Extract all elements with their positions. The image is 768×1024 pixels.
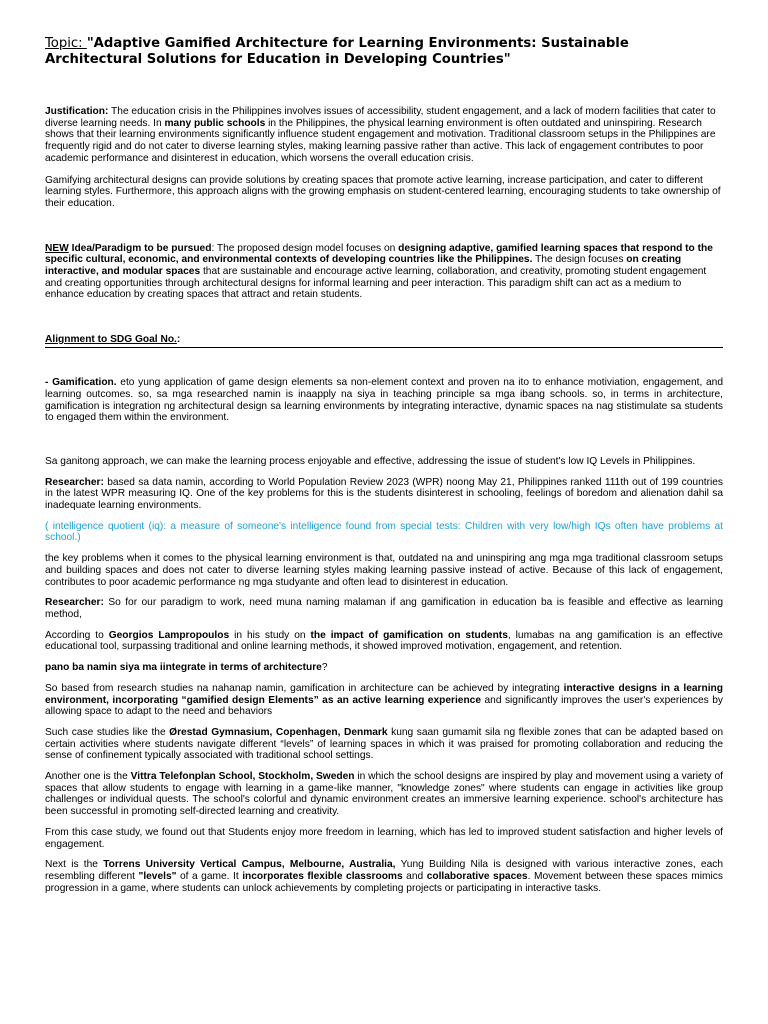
idea-text-1: : The proposed design model focuses on <box>211 242 399 254</box>
orestad-paragraph <box>45 727 723 762</box>
vittra-text-2: in which the school designs are inspired by play and movement using a variety of spaces that allow students to engage with learning in a game-like manner, "knowledge zones" where students can engage in activities like group challenges or individual quests. The school's colorful and dynamic environment creates an immersive learning experience. school's architecture has been successful in promoting self-directed learning and creativity. <box>45 771 723 818</box>
sdg-label: Alignment to SDG Goal No. <box>45 334 177 346</box>
vittra-text-1: Another one is the <box>45 771 131 783</box>
case-study-paragraph: From this case study, we found out that Students enjoy more freedom in learning, which has led to improved student satisfaction and higher levels of engagement. <box>45 826 723 850</box>
document-body <box>45 36 723 894</box>
approach-paragraph: Sa ganitong approach, we can make the learning process enjoyable and effective, addressing the issue of student's low IQ Levels in Philippines. <box>45 455 696 467</box>
according-bold-1: Georgios Lampropoulos <box>108 629 230 641</box>
torrens-text-1: Next is the <box>45 859 104 871</box>
torrens-text-3: of a game. It <box>176 870 243 882</box>
justification-paragraph <box>45 106 723 165</box>
sdg-colon: : <box>176 334 181 346</box>
justification-label: Justification: <box>45 106 109 117</box>
gamification-dash: - <box>45 377 53 389</box>
torrens-bold-3: incorporates flexible classrooms <box>242 870 403 882</box>
researcher-label-1: Researcher: <box>45 476 104 488</box>
researcher-text-2: So for our paradigm to work, need muna naming malaman if ang gamification in education ba is feasible and effective as learning method, <box>45 597 723 620</box>
orestad-text-1: Such case studies like the <box>45 726 170 738</box>
researcher-paragraph-1 <box>45 477 723 512</box>
question-mark: ? <box>321 662 328 674</box>
gamifying-paragraph: Gamifying architectural designs can provide solutions by creating spaces that promote active learning, increase participation, and cater to different learning styles. Furthermore, this approach aligns with the growing emphasis on student-centered learning, encouraging students to take ownership of their education. <box>45 174 721 209</box>
idea-text-2: The design focuses <box>532 254 627 266</box>
vittra-paragraph <box>45 771 723 818</box>
orestad-bold-1: Ørestad Gymnasium, Copenhagen, Denmark <box>169 726 388 738</box>
researcher-text-1: based sa data namin, according to World Population Review 2023 (WPR) noong May 21, Philippines ranked 111th out of 199 countries in the latest WPR measuring IQ. One of the key problems for this is the students disinterest in schooling, feelings of boredom and alienation dahil sa inadequate learning environments. <box>45 476 723 512</box>
topic-label: Topic: <box>45 36 87 51</box>
topic-title: "Adaptive Gamified Architecture for Learning Environments: Sustainable Architectural Solutions for Education in Developing Countries" <box>45 36 629 67</box>
integration-question <box>45 662 723 674</box>
torrens-bold-4: collaborative spaces <box>426 870 528 882</box>
justification-bold-1: many public schools <box>164 117 266 129</box>
according-bold-2: the impact of gamification on students <box>310 629 508 641</box>
idea-paragraph <box>45 243 723 302</box>
gamification-paragraph <box>45 377 723 424</box>
torrens-bold-2: "levels" <box>138 870 177 882</box>
justification-text-2: in the Philippines, the physical learning environment is often outdated and uninspiring. Research shows that their learning environments significantly influence student engagement and motivation. Traditional classroom setups in the Philippines are frequently rigid and do not cater to diverse learning styles, making learning passive rather than active. This lack of engagement contributes to poor academic performance and disinterest in education, which worsens the overall education crisis. <box>45 117 716 164</box>
torrens-text-4: and <box>402 870 427 882</box>
according-text-2: in his study on <box>229 629 311 641</box>
according-text-1: According to <box>45 629 109 641</box>
researcher-label-2: Researcher: <box>45 597 104 609</box>
idea-label: Idea/Paradigm to be pursued <box>68 242 212 254</box>
research-text-1: So based from research studies na nahanap namin, gamification in architecture can be achieved by integrating <box>45 682 564 694</box>
iq-definition-note: ( intelligence quotient (iq): a measure of someone's intelligence found from special tests: Children with very low/high IQs often have problems at school.) <box>45 520 723 544</box>
gamification-text: eto yung application of game design elements sa non-element context and proven na ito to enhance motiviation, engagement, and learning outcomes. so, sa mga researched namin is inaapply na siya in teaching principle sa mga ibang schools. so, in terms in architecture, gamification is integration ng architectural design sa learning environments by integrating interactive, dynamic spaces na nag stistimulate sa students to engaged them within the environment. <box>45 377 723 424</box>
key-problems-paragraph: the key problems when it comes to the physical learning environment is that, outdated na and uninspiring ang mga mga traditional classroom setups and building spaces and does not cater to diverse learning styles making learning passive instead of active. Because of this lack of engagement, contributes to poor academic performance ng mga studyante and often lead to disinterest in education. <box>45 553 723 588</box>
justification-text-1: The education crisis in the Philippines involves issues of accessibility, student engagement, and a lack of modern facilities that cater to diverse learning needs. In <box>45 106 716 129</box>
idea-new-label: NEW <box>45 242 69 254</box>
torrens-paragraph <box>45 859 723 894</box>
according-text-3: , lumabas na ang gamification is an effective educational tool, surpassing traditional and online learning methods, it showed improved motivation, engagement, and retention. <box>45 629 723 653</box>
gamification-label: Gamification. <box>52 377 117 389</box>
torrens-bold-1: Torrens University Vertical Campus, Melbourne, Australia, <box>103 859 396 871</box>
idea-text-3: that are sustainable and encourage active learning, collaboration, and creativity, promoting student engagement and creating opportunities through architectural designs for informal learning and peer interaction. This paradigm shift can act as a medium to enhance education by creating spaces that attract and retain students. <box>45 266 707 301</box>
idea-bold-1: designing adaptive, gamified learning spaces that respond to the specific cultural, economic, and environmental contexts of developing countries like the Philippines. <box>45 242 713 266</box>
vittra-bold-1: Vittra Telefonplan School, Stockholm, Sweden <box>130 771 355 783</box>
research-text-2: and significantly improves the user's experiences by allowing space to adapt to the need and behaviors <box>45 694 723 718</box>
lampropoulos-paragraph <box>45 630 723 653</box>
idea-bold-2: on creating interactive, and modular spaces <box>45 254 682 278</box>
question-bold: pano ba namin siya ma iintegrate in terms of architecture <box>45 662 322 674</box>
research-bold-1: interactive designs in a learning environment, incorporating “gamified design Elements” as an active learning experience <box>45 682 723 706</box>
research-studies-paragraph <box>45 683 723 718</box>
orestad-text-2: kung saan gumamit sila ng flexible zones that can be adapted based on certain activities where students navigate different “levels” of learning spaces in which it was praised for promoting collaboration and reducing the sense of confinement typically associated with traditional school settings. <box>45 726 723 762</box>
torrens-text-2: Yung Building Nila is designed with various interactive zones, each resembling different <box>45 859 723 882</box>
topic-heading <box>45 36 723 68</box>
torrens-text-5: . Movement between these spaces mimics progression in a game, where students can unlock achievements by completing projects or participating in interactive tasks. <box>45 870 723 894</box>
researcher-paragraph-2 <box>45 597 723 620</box>
sdg-heading <box>45 334 723 348</box>
